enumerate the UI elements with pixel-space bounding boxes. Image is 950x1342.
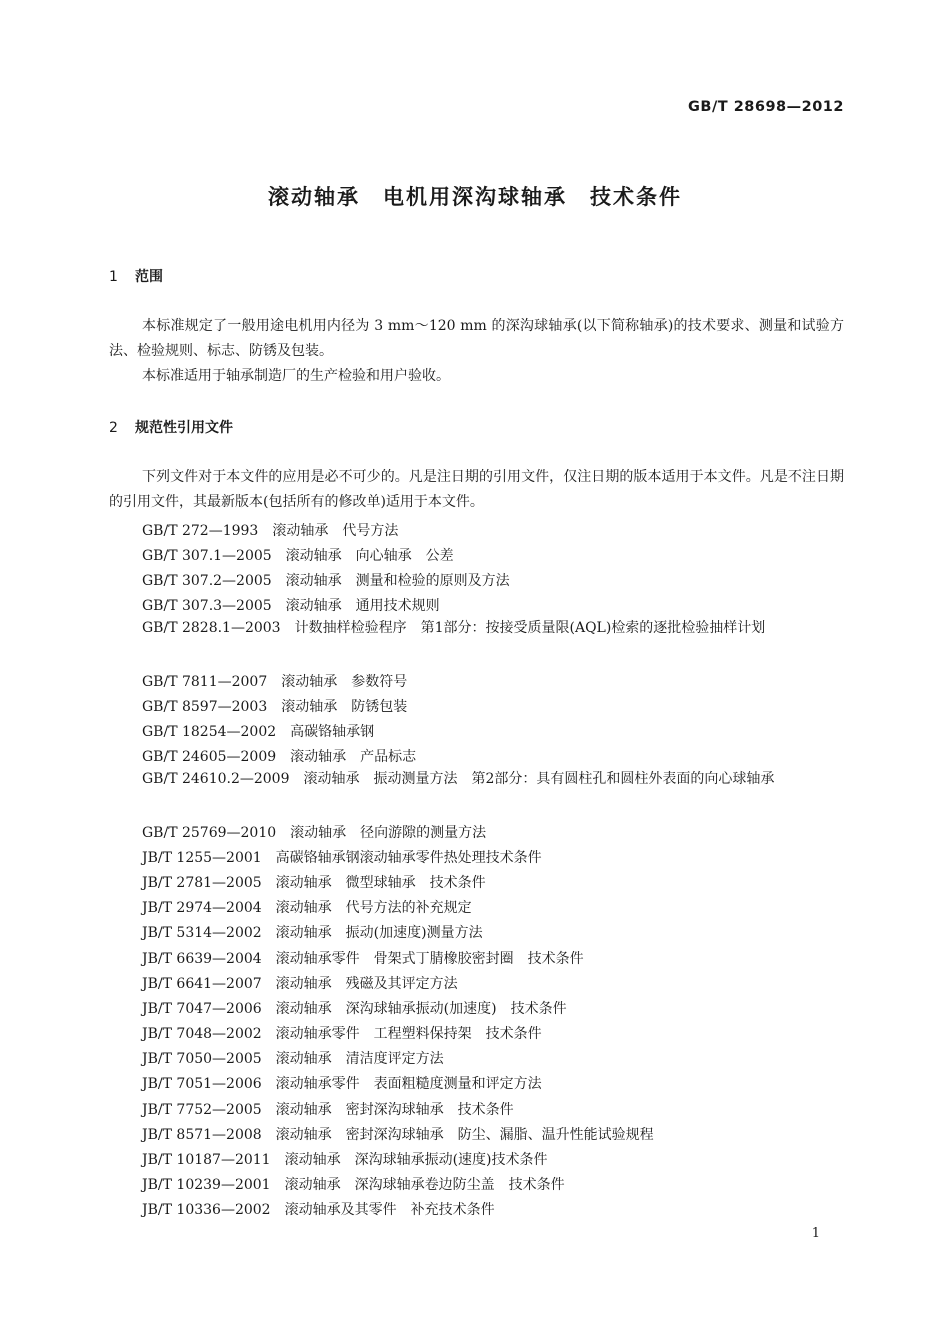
reference-item: JB/T 7050—2005 滚动轴承 清洁度评定方法 bbox=[142, 1051, 444, 1067]
reference-item: JB/T 7048—2002 滚动轴承零件 工程塑料保持架 技术条件 bbox=[142, 1026, 542, 1042]
scope-paragraph-1: 本标准规定了一般用途电机用内径为 3 mm～120 mm 的深沟球轴承(以下简称轴承)的技术要求、测量和试验方法、检验规则、标志、防锈及包装。 bbox=[109, 318, 844, 360]
reference-item: GB/T 2828.1—2003 计数抽样检验程序 第1部分：按接受质量限(AQL)检索的逐批检验抽样计划 bbox=[142, 620, 766, 636]
reference-item: GB/T 272—1993 滚动轴承 代号方法 bbox=[142, 523, 399, 539]
page-number: 1 bbox=[811, 1226, 820, 1241]
reference-item: JB/T 10336—2002 滚动轴承及其零件 补充技术条件 bbox=[142, 1202, 495, 1218]
reference-item: JB/T 1255—2001 高碳铬轴承钢滚动轴承零件热处理技术条件 bbox=[142, 850, 542, 866]
section-1-title: 范围 bbox=[135, 269, 163, 285]
reference-item: JB/T 7051—2006 滚动轴承零件 表面粗糙度测量和评定方法 bbox=[142, 1076, 542, 1092]
normative-intro: 下列文件对于本文件的应用是必不可少的。凡是注日期的引用文件，仅注日期的版本适用于本文件。凡是不注日期的引用文件，其最新版本(包括所有的修改单)适用于本文件。 bbox=[109, 469, 844, 511]
reference-item: JB/T 10187—2011 滚动轴承 深沟球轴承振动(速度)技术条件 bbox=[142, 1152, 548, 1168]
reference-item: GB/T 307.2—2005 滚动轴承 测量和检验的原则及方法 bbox=[142, 573, 510, 589]
section-1-heading bbox=[109, 266, 163, 286]
reference-item: GB/T 24605—2009 滚动轴承 产品标志 bbox=[142, 749, 417, 765]
reference-item: JB/T 7752—2005 滚动轴承 密封深沟球轴承 技术条件 bbox=[142, 1102, 514, 1118]
reference-item: GB/T 7811—2007 滚动轴承 参数符号 bbox=[142, 674, 408, 690]
section-2-number: 2 bbox=[109, 420, 118, 436]
reference-item: JB/T 7047—2006 滚动轴承 深沟球轴承振动(加速度) 技术条件 bbox=[142, 1001, 567, 1017]
reference-item: JB/T 2781—2005 滚动轴承 微型球轴承 技术条件 bbox=[142, 875, 486, 891]
reference-item: GB/T 307.1—2005 滚动轴承 向心轴承 公差 bbox=[142, 548, 454, 564]
reference-item: GB/T 24610.2—2009 滚动轴承 振动测量方法 第2部分：具有圆柱孔和圆柱外表面的向心球轴承 bbox=[142, 771, 775, 787]
section-2-heading bbox=[109, 417, 233, 437]
reference-item: JB/T 8571—2008 滚动轴承 密封深沟球轴承 防尘、漏脂、温升性能试验规程 bbox=[142, 1127, 654, 1143]
reference-item: GB/T 25769—2010 滚动轴承 径向游隙的测量方法 bbox=[142, 825, 487, 841]
standard-code: GB/T 28698—2012 bbox=[688, 99, 844, 115]
section-1-number: 1 bbox=[109, 269, 118, 285]
reference-item: JB/T 10239—2001 滚动轴承 深沟球轴承卷边防尘盖 技术条件 bbox=[142, 1177, 565, 1193]
reference-item: JB/T 2974—2004 滚动轴承 代号方法的补充规定 bbox=[142, 900, 472, 916]
document-title: 滚动轴承 电机用深沟球轴承 技术条件 bbox=[268, 185, 682, 209]
reference-item: JB/T 5314—2002 滚动轴承 振动(加速度)测量方法 bbox=[142, 925, 483, 941]
reference-item: GB/T 18254—2002 高碳铬轴承钢 bbox=[142, 724, 375, 740]
reference-item: JB/T 6641—2007 滚动轴承 残磁及其评定方法 bbox=[142, 976, 458, 992]
reference-item: GB/T 8597—2003 滚动轴承 防锈包装 bbox=[142, 699, 408, 715]
scope-paragraph-2: 本标准适用于轴承制造厂的生产检验和用户验收。 bbox=[142, 368, 450, 384]
section-2-title: 规范性引用文件 bbox=[135, 420, 233, 436]
reference-item: GB/T 307.3—2005 滚动轴承 通用技术规则 bbox=[142, 598, 440, 614]
reference-item: JB/T 6639—2004 滚动轴承零件 骨架式丁腈橡胶密封圈 技术条件 bbox=[142, 951, 584, 967]
